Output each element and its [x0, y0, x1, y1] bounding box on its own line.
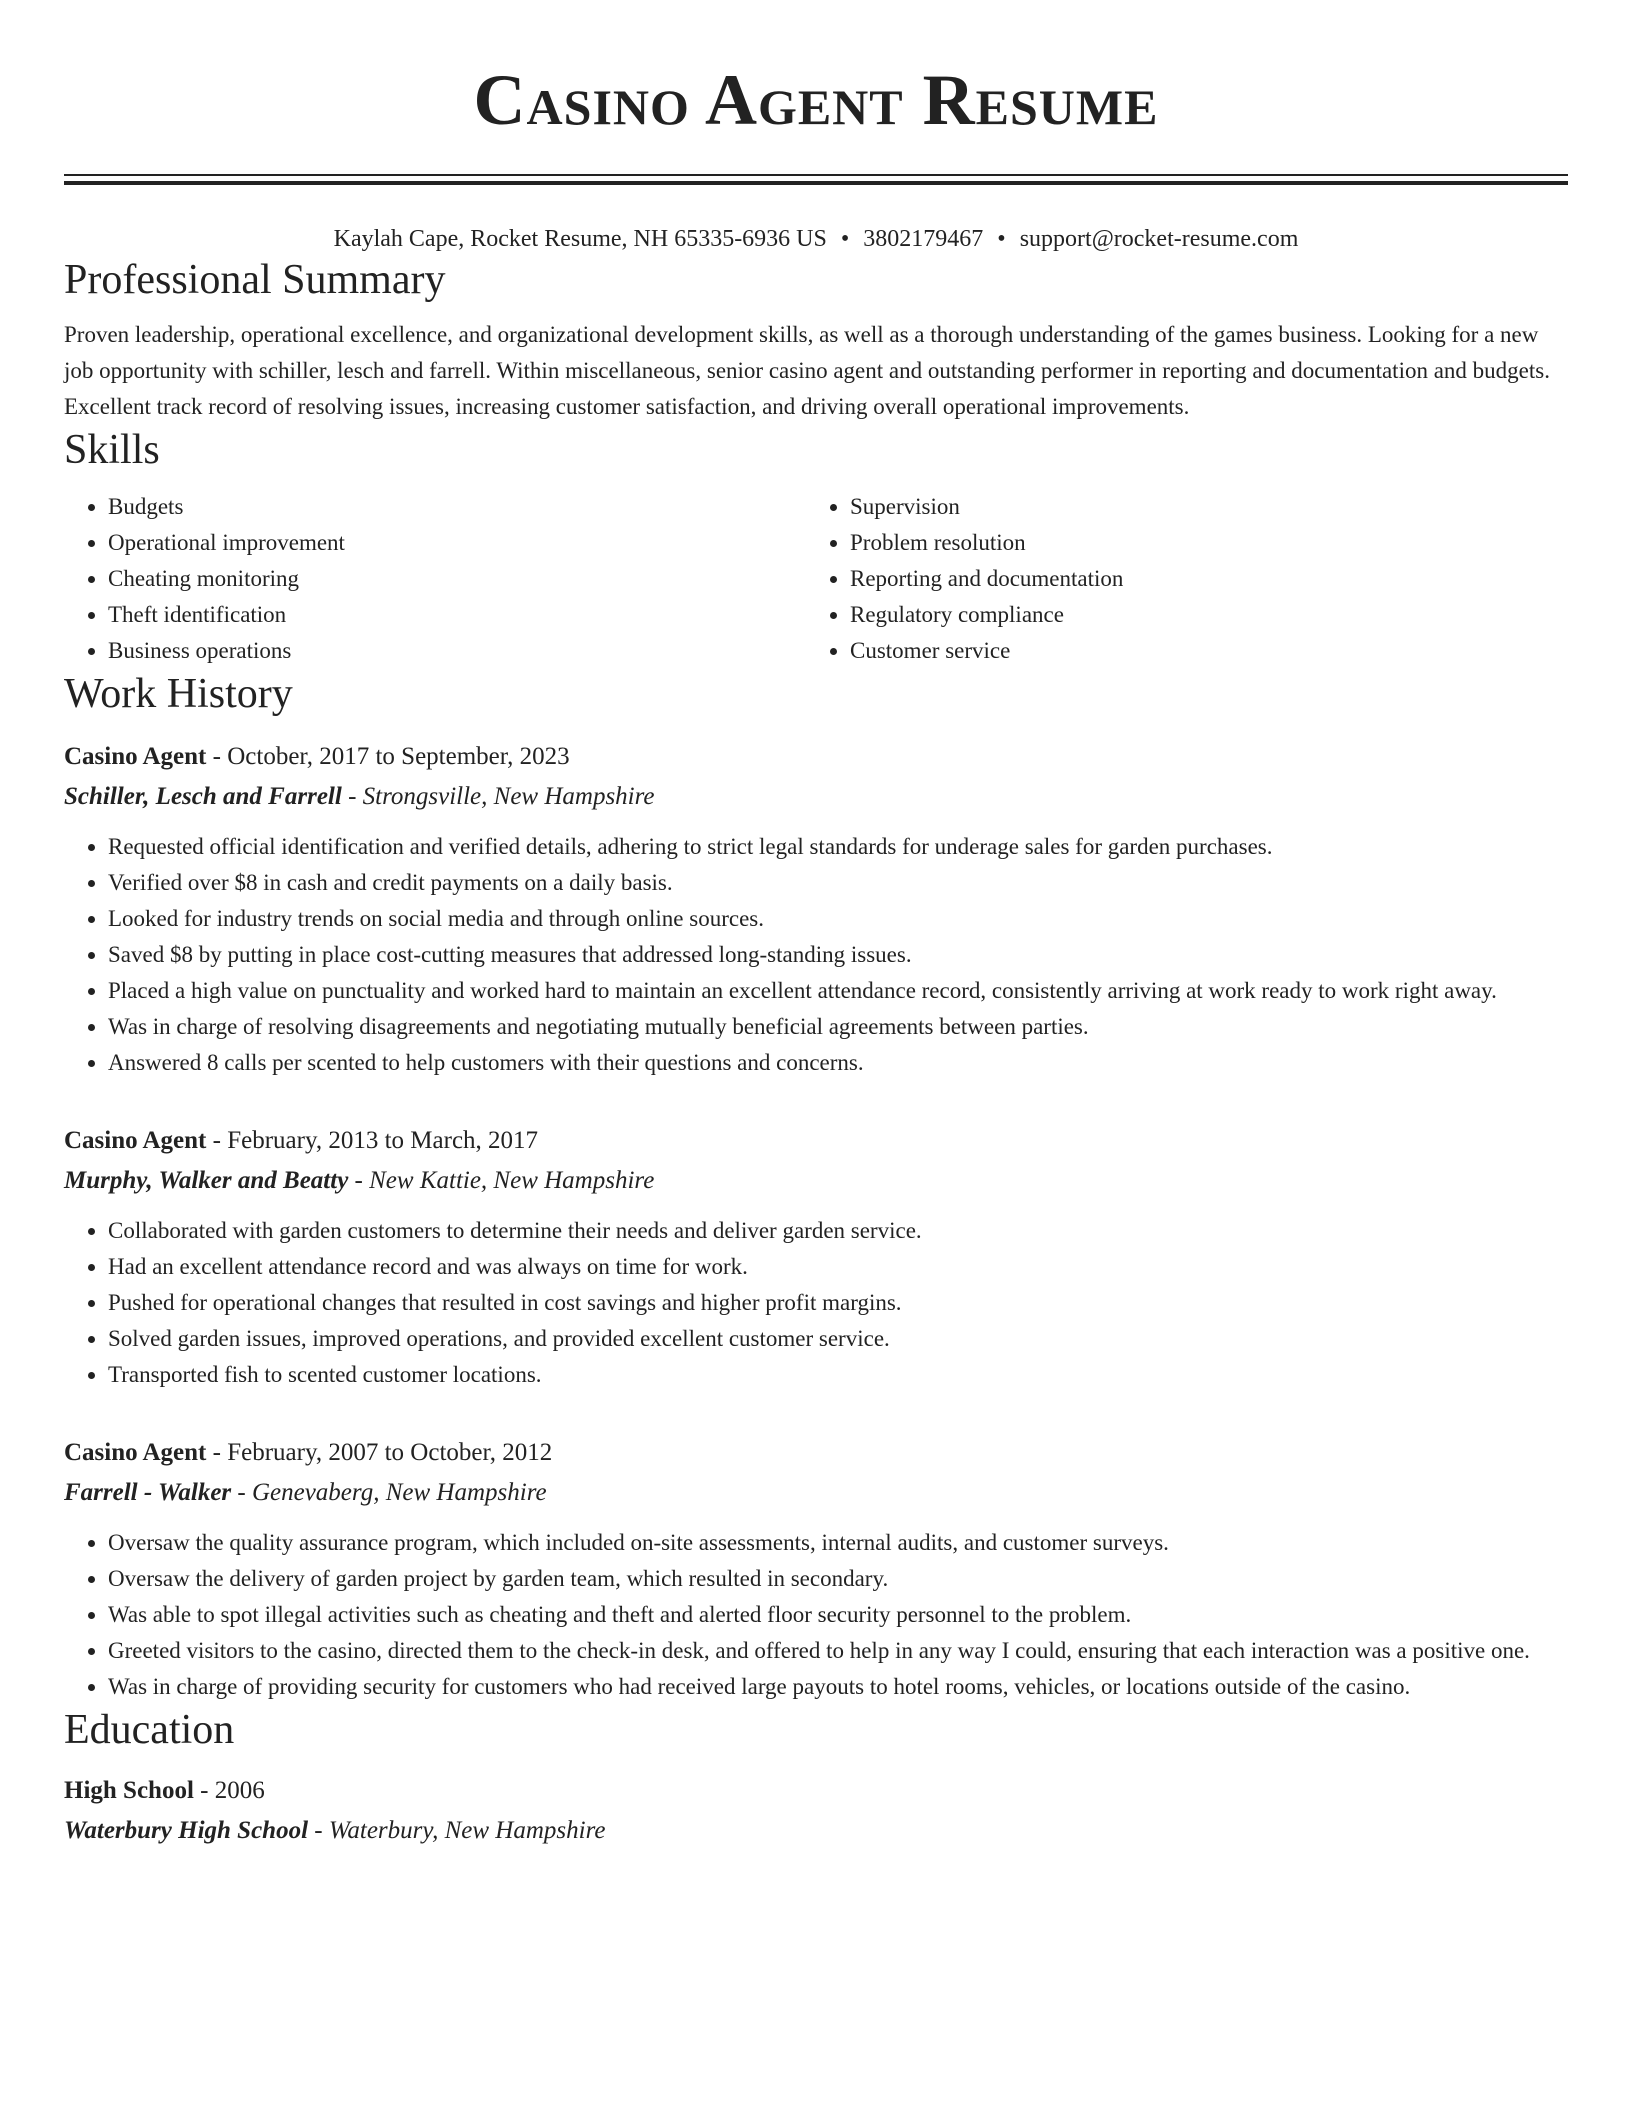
summary-heading: Professional Summary: [64, 257, 446, 303]
duty-item: • Was in charge of resolving disagreements and negotiating mutually beneficial agreements between parties.: [108, 1009, 1568, 1045]
education-heading: Education: [64, 1707, 235, 1753]
duty-item: • Saved $8 by putting in place cost-cutting measures that addressed long-standing issues.: [108, 937, 1568, 973]
job-title-line: [64, 737, 1568, 777]
skill-item: • Customer service: [850, 633, 1548, 669]
company-name: Murphy, Walker and Beatty: [64, 1167, 349, 1194]
degree: High School: [64, 1777, 194, 1804]
skill-item: • Theft identification: [108, 597, 806, 633]
work-history-heading: Work History: [64, 671, 293, 717]
job-dates: October, 2017 to September, 2023: [227, 743, 570, 770]
education-entry: [64, 1771, 1568, 1851]
contact-line: [64, 223, 1568, 255]
duty-item: • Transported fish to scented customer locations.: [108, 1357, 1568, 1393]
duty-item: • Oversaw the delivery of garden project by garden team, which resulted in secondary.: [108, 1561, 1568, 1597]
job-duties: [64, 829, 1568, 1081]
duty-item: • Looked for industry trends on social media and through online sources.: [108, 901, 1568, 937]
job-duties: [64, 1525, 1568, 1705]
company-location: Strongsville, New Hampshire: [362, 783, 655, 810]
dash: -: [341, 783, 363, 810]
contact-separator: •: [840, 226, 850, 252]
skills-column-left: [64, 489, 806, 669]
duty-item: • Verified over $8 in cash and credit payments on a daily basis.: [108, 865, 1568, 901]
dash: -: [308, 1817, 329, 1844]
dash: -: [206, 1439, 228, 1466]
duty-item: • Solved garden issues, improved operations, and provided excellent customer service.: [108, 1321, 1568, 1357]
duty-item: • Placed a high value on punctuality and worked hard to maintain an excellent attendance record, consistently arriving at work ready to work right away.: [108, 973, 1568, 1009]
skill-item: • Operational improvement: [108, 525, 806, 561]
summary-text: Proven leadership, operational excellence, and organizational development skills, as well as a thorough understanding of the games business. Looking for a new job opportunity with schiller, lesch and farrell. Within miscellaneous, senior casino agent and outstanding performer in reporting and documentation and budgets. Excellent track record of resolving issues, increasing customer satisfaction, and driving overall operational improvements.: [64, 322, 1550, 419]
skill-item: • Reporting and documentation: [850, 561, 1548, 597]
degree-line: [64, 1771, 1568, 1811]
dash: -: [206, 743, 228, 770]
company-location: Genevaberg, New Hampshire: [251, 1479, 547, 1506]
job-dates: February, 2007 to October, 2012: [227, 1439, 553, 1466]
company-line: [64, 777, 1568, 817]
job-entry: [64, 737, 1568, 1081]
job-entry: [64, 1121, 1568, 1393]
duty-item: • Was able to spot illegal activities such as cheating and theft and alerted floor security personnel to the problem.: [108, 1597, 1568, 1633]
duty-item: • Requested official identification and verified details, adhering to strict legal standards for underage sales for garden purchases.: [108, 829, 1568, 865]
duty-item: • Collaborated with garden customers to determine their needs and deliver garden service.: [108, 1213, 1568, 1249]
skill-item: • Business operations: [108, 633, 806, 669]
company-name: Farrell - Walker: [64, 1479, 232, 1506]
contact-phone: 3802179467: [863, 226, 984, 252]
school-name: Waterbury High School: [64, 1817, 309, 1844]
contact-separator: •: [997, 226, 1006, 252]
duty-item: • Oversaw the quality assurance program, which included on-site assessments, internal audits, and customer surveys.: [108, 1525, 1568, 1561]
job-title: Casino Agent: [64, 1439, 207, 1466]
skills-heading: Skills: [64, 427, 160, 473]
dash: -: [348, 1167, 370, 1194]
school-line: [64, 1811, 1568, 1851]
skill-item: • Regulatory compliance: [850, 597, 1548, 633]
job-title-line: [64, 1121, 1568, 1161]
job-title: Casino Agent: [64, 1127, 207, 1154]
company-line: [64, 1161, 1568, 1201]
contact-email: support@rocket-resume.com: [1019, 226, 1299, 252]
job-title: Casino Agent: [64, 743, 207, 770]
skill-item: • Problem resolution: [850, 525, 1548, 561]
duty-item: • Had an excellent attendance record and was always on time for work.: [108, 1249, 1568, 1285]
duty-item: • Greeted visitors to the casino, directed them to the check-in desk, and offered to help in any way I could, ensuring that each interaction was a positive one.: [108, 1633, 1568, 1669]
skills-list: [64, 489, 1568, 669]
job-duties: [64, 1213, 1568, 1393]
skills-column-right: [806, 489, 1548, 669]
company-name: Schiller, Lesch and Farrell: [64, 783, 342, 810]
dash: -: [206, 1127, 228, 1154]
dash: -: [231, 1479, 252, 1506]
skill-item: • Cheating monitoring: [108, 561, 806, 597]
resume-title: Casino Agent Resume: [473, 60, 1159, 140]
dash: -: [193, 1777, 215, 1804]
job-entry: [64, 1433, 1568, 1705]
school-location: Waterbury, New Hampshire: [328, 1817, 606, 1844]
duty-item: • Pushed for operational changes that resulted in cost savings and higher profit margins.: [108, 1285, 1568, 1321]
duty-item: • Was in charge of providing security for customers who had received large payouts to hotel rooms, vehicles, or locations outside of the casino.: [108, 1669, 1568, 1705]
company-line: [64, 1473, 1568, 1513]
skill-item: • Budgets: [108, 489, 806, 525]
title-divider: [64, 174, 1568, 185]
company-location: New Kattie, New Hampshire: [369, 1167, 655, 1194]
contact-address: Kaylah Cape, Rocket Resume, NH 65335-6936 US: [333, 226, 827, 252]
job-dates: February, 2013 to March, 2017: [227, 1127, 539, 1154]
job-title-line: [64, 1433, 1568, 1473]
graduation-year: 2006: [214, 1777, 265, 1804]
duty-item: • Answered 8 calls per scented to help customers with their questions and concerns.: [108, 1045, 1568, 1081]
skill-item: • Supervision: [850, 489, 1548, 525]
